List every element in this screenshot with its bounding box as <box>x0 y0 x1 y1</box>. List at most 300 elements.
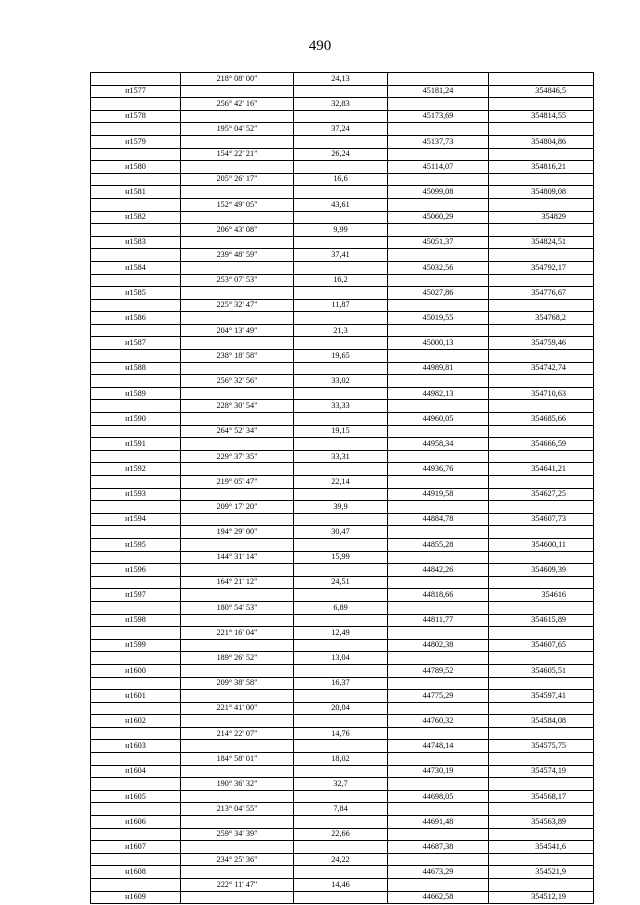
direction-angle: 189° 26' 52" <box>181 652 294 665</box>
distance-cell <box>294 816 388 829</box>
y-coordinate: 354615,89 <box>489 614 594 627</box>
point-name <box>91 551 181 564</box>
y-coordinate <box>489 727 594 740</box>
segment-length: 24,13 <box>294 73 388 86</box>
direction-angle: 209° 17' 20" <box>181 501 294 514</box>
y-coordinate: 354597,41 <box>489 690 594 703</box>
y-coordinate <box>489 652 594 665</box>
x-coordinate: 44691,48 <box>388 816 489 829</box>
direction-angle: 229° 37' 35" <box>181 450 294 463</box>
x-coordinate <box>388 677 489 690</box>
point-row <box>91 513 594 526</box>
angle-cell <box>181 891 294 904</box>
segment-length: 22,66 <box>294 828 388 841</box>
point-row <box>91 261 594 274</box>
direction-angle: 221° 41' 00" <box>181 702 294 715</box>
x-coordinate: 44982,13 <box>388 387 489 400</box>
segment-length: 20,04 <box>294 702 388 715</box>
point-name: н1605 <box>91 790 181 803</box>
segment-length: 43,61 <box>294 198 388 211</box>
point-name: н1604 <box>91 765 181 778</box>
point-name <box>91 828 181 841</box>
y-coordinate <box>489 828 594 841</box>
distance-cell <box>294 891 388 904</box>
y-coordinate: 354607,65 <box>489 639 594 652</box>
point-name: н1607 <box>91 841 181 854</box>
angle-cell <box>181 312 294 325</box>
segment-length: 37,24 <box>294 123 388 136</box>
point-name: н1581 <box>91 186 181 199</box>
segment-length: 33,02 <box>294 375 388 388</box>
point-name: н1592 <box>91 463 181 476</box>
x-coordinate: 44958,34 <box>388 438 489 451</box>
point-name: н1586 <box>91 312 181 325</box>
segment-row <box>91 778 594 791</box>
angle-cell <box>181 362 294 375</box>
x-coordinate: 44687,38 <box>388 841 489 854</box>
segment-length: 18,02 <box>294 753 388 766</box>
x-coordinate <box>388 828 489 841</box>
segment-row <box>91 173 594 186</box>
segment-row <box>91 350 594 363</box>
y-coordinate: 354804,86 <box>489 135 594 148</box>
point-name <box>91 526 181 539</box>
x-coordinate <box>388 601 489 614</box>
point-name: н1582 <box>91 211 181 224</box>
angle-cell <box>181 186 294 199</box>
segment-row <box>91 753 594 766</box>
distance-cell <box>294 538 388 551</box>
segment-length: 14,46 <box>294 879 388 892</box>
angle-cell <box>181 513 294 526</box>
x-coordinate: 44662,58 <box>388 891 489 904</box>
direction-angle: 253° 07' 53" <box>181 274 294 287</box>
distance-cell <box>294 463 388 476</box>
y-coordinate: 354829 <box>489 211 594 224</box>
direction-angle: 144° 31' 14" <box>181 551 294 564</box>
direction-angle: 219° 05' 47" <box>181 476 294 489</box>
angle-cell <box>181 85 294 98</box>
point-name <box>91 476 181 489</box>
segment-row <box>91 702 594 715</box>
x-coordinate: 44760,32 <box>388 715 489 728</box>
segment-length: 19,15 <box>294 425 388 438</box>
point-name: н1609 <box>91 891 181 904</box>
direction-angle: 152° 49' 05" <box>181 198 294 211</box>
segment-length: 32,7 <box>294 778 388 791</box>
direction-angle: 228° 30' 54" <box>181 400 294 413</box>
point-name: н1602 <box>91 715 181 728</box>
direction-angle: 180° 54' 53" <box>181 601 294 614</box>
x-coordinate <box>388 627 489 640</box>
segment-length: 37,41 <box>294 249 388 262</box>
direction-angle: 184° 58' 01" <box>181 753 294 766</box>
x-coordinate <box>388 450 489 463</box>
point-row <box>91 841 594 854</box>
point-name <box>91 198 181 211</box>
angle-cell <box>181 589 294 602</box>
y-coordinate: 354584,08 <box>489 715 594 728</box>
segment-length: 6,89 <box>294 601 388 614</box>
distance-cell <box>294 387 388 400</box>
distance-cell <box>294 236 388 249</box>
y-coordinate <box>489 123 594 136</box>
distance-cell <box>294 715 388 728</box>
y-coordinate: 354666,59 <box>489 438 594 451</box>
y-coordinate <box>489 526 594 539</box>
point-name: н1594 <box>91 513 181 526</box>
x-coordinate <box>388 123 489 136</box>
point-row <box>91 589 594 602</box>
y-coordinate: 354809,08 <box>489 186 594 199</box>
point-name <box>91 400 181 413</box>
angle-cell <box>181 261 294 274</box>
y-coordinate <box>489 853 594 866</box>
angle-cell <box>181 538 294 551</box>
x-coordinate: 44855,28 <box>388 538 489 551</box>
segment-row <box>91 879 594 892</box>
segment-length: 16,2 <box>294 274 388 287</box>
point-name <box>91 803 181 816</box>
point-row <box>91 564 594 577</box>
x-coordinate: 44818,66 <box>388 589 489 602</box>
x-coordinate: 45019,55 <box>388 312 489 325</box>
distance-cell <box>294 85 388 98</box>
point-row <box>91 740 594 753</box>
distance-cell <box>294 513 388 526</box>
x-coordinate: 45032,56 <box>388 261 489 274</box>
point-name <box>91 324 181 337</box>
angle-cell <box>181 387 294 400</box>
coordinates-table-body <box>91 73 594 904</box>
point-name: н1593 <box>91 488 181 501</box>
x-coordinate <box>388 148 489 161</box>
x-coordinate: 44919,58 <box>388 488 489 501</box>
y-coordinate: 354710,63 <box>489 387 594 400</box>
distance-cell <box>294 135 388 148</box>
x-coordinate: 44884,78 <box>388 513 489 526</box>
segment-length: 7,84 <box>294 803 388 816</box>
point-name: н1579 <box>91 135 181 148</box>
point-name <box>91 727 181 740</box>
direction-angle: 264° 52' 34" <box>181 425 294 438</box>
y-coordinate <box>489 576 594 589</box>
segment-row <box>91 476 594 489</box>
x-coordinate <box>388 501 489 514</box>
point-name: н1588 <box>91 362 181 375</box>
point-name <box>91 450 181 463</box>
y-coordinate: 354846,5 <box>489 85 594 98</box>
x-coordinate: 44842,26 <box>388 564 489 577</box>
angle-cell <box>181 337 294 350</box>
distance-cell <box>294 161 388 174</box>
distance-cell <box>294 413 388 426</box>
distance-cell <box>294 740 388 753</box>
direction-angle: 225° 32' 47" <box>181 299 294 312</box>
angle-cell <box>181 161 294 174</box>
x-coordinate <box>388 400 489 413</box>
segment-row <box>91 828 594 841</box>
x-coordinate <box>388 879 489 892</box>
point-row <box>91 362 594 375</box>
distance-cell <box>294 438 388 451</box>
y-coordinate <box>489 753 594 766</box>
point-name <box>91 224 181 237</box>
segment-row <box>91 551 594 564</box>
distance-cell <box>294 614 388 627</box>
distance-cell <box>294 261 388 274</box>
point-row <box>91 488 594 501</box>
x-coordinate <box>388 778 489 791</box>
segment-row <box>91 274 594 287</box>
y-coordinate <box>489 274 594 287</box>
point-name <box>91 350 181 363</box>
segment-length: 15,99 <box>294 551 388 564</box>
x-coordinate <box>388 476 489 489</box>
point-row <box>91 538 594 551</box>
x-coordinate: 44936,76 <box>388 463 489 476</box>
y-coordinate <box>489 677 594 690</box>
y-coordinate: 354816,21 <box>489 161 594 174</box>
x-coordinate <box>388 299 489 312</box>
y-coordinate: 354627,25 <box>489 488 594 501</box>
y-coordinate <box>489 324 594 337</box>
segment-row <box>91 198 594 211</box>
angle-cell <box>181 463 294 476</box>
y-coordinate: 354521,9 <box>489 866 594 879</box>
distance-cell <box>294 690 388 703</box>
y-coordinate: 354568,17 <box>489 790 594 803</box>
segment-length: 13,04 <box>294 652 388 665</box>
point-name: н1583 <box>91 236 181 249</box>
y-coordinate: 354607,73 <box>489 513 594 526</box>
angle-cell <box>181 664 294 677</box>
point-name <box>91 778 181 791</box>
page-number: 490 <box>308 38 332 54</box>
point-name <box>91 576 181 589</box>
segment-length: 32,83 <box>294 98 388 111</box>
x-coordinate: 44789,52 <box>388 664 489 677</box>
segment-row <box>91 853 594 866</box>
y-coordinate: 354609,39 <box>489 564 594 577</box>
angle-cell <box>181 816 294 829</box>
point-row <box>91 690 594 703</box>
point-name: н1589 <box>91 387 181 400</box>
x-coordinate: 44960,05 <box>388 413 489 426</box>
direction-angle: 195° 04' 52" <box>181 123 294 136</box>
segment-row <box>91 148 594 161</box>
point-name <box>91 702 181 715</box>
y-coordinate <box>489 425 594 438</box>
direction-angle: 164° 21' 12" <box>181 576 294 589</box>
distance-cell <box>294 841 388 854</box>
x-coordinate <box>388 173 489 186</box>
point-name <box>91 98 181 111</box>
point-row <box>91 312 594 325</box>
angle-cell <box>181 715 294 728</box>
y-coordinate <box>489 702 594 715</box>
x-coordinate <box>388 98 489 111</box>
direction-angle: 221° 16' 04" <box>181 627 294 640</box>
point-name <box>91 879 181 892</box>
x-coordinate: 45060,29 <box>388 211 489 224</box>
y-coordinate <box>489 601 594 614</box>
segment-length: 16,37 <box>294 677 388 690</box>
angle-cell <box>181 740 294 753</box>
y-coordinate: 354759,46 <box>489 337 594 350</box>
distance-cell <box>294 287 388 300</box>
point-name: н1591 <box>91 438 181 451</box>
direction-angle: 205° 26' 17" <box>181 173 294 186</box>
y-coordinate: 354814,55 <box>489 110 594 123</box>
segment-length: 33,33 <box>294 400 388 413</box>
segment-row <box>91 425 594 438</box>
direction-angle: 234° 25' 36" <box>181 853 294 866</box>
distance-cell <box>294 866 388 879</box>
y-coordinate: 354768,2 <box>489 312 594 325</box>
angle-cell <box>181 790 294 803</box>
x-coordinate <box>388 375 489 388</box>
point-row <box>91 387 594 400</box>
point-name: н1577 <box>91 85 181 98</box>
point-row <box>91 790 594 803</box>
x-coordinate <box>388 853 489 866</box>
direction-angle: 154° 22' 21" <box>181 148 294 161</box>
x-coordinate: 45137,73 <box>388 135 489 148</box>
point-name: н1601 <box>91 690 181 703</box>
x-coordinate: 44673,29 <box>388 866 489 879</box>
y-coordinate: 354600,11 <box>489 538 594 551</box>
x-coordinate <box>388 652 489 665</box>
point-name: н1595 <box>91 538 181 551</box>
y-coordinate <box>489 98 594 111</box>
y-coordinate <box>489 627 594 640</box>
point-row <box>91 664 594 677</box>
segment-length: 9,99 <box>294 224 388 237</box>
y-coordinate <box>489 879 594 892</box>
angle-cell <box>181 413 294 426</box>
segment-length: 24,22 <box>294 853 388 866</box>
segment-length: 24,51 <box>294 576 388 589</box>
point-row <box>91 211 594 224</box>
segment-row <box>91 224 594 237</box>
segment-length: 33,31 <box>294 450 388 463</box>
point-row <box>91 765 594 778</box>
point-name: н1580 <box>91 161 181 174</box>
direction-angle: 214° 22' 07" <box>181 727 294 740</box>
point-name <box>91 249 181 262</box>
point-name <box>91 753 181 766</box>
distance-cell <box>294 362 388 375</box>
y-coordinate: 354616 <box>489 589 594 602</box>
point-row <box>91 639 594 652</box>
distance-cell <box>294 765 388 778</box>
y-coordinate <box>489 224 594 237</box>
distance-cell <box>294 564 388 577</box>
x-coordinate <box>388 727 489 740</box>
angle-cell <box>181 866 294 879</box>
y-coordinate <box>489 148 594 161</box>
segment-row <box>91 375 594 388</box>
point-row <box>91 891 594 904</box>
distance-cell <box>294 337 388 350</box>
x-coordinate: 44730,19 <box>388 765 489 778</box>
segment-row <box>91 249 594 262</box>
point-name <box>91 73 181 86</box>
segment-row <box>91 627 594 640</box>
segment-length: 19,65 <box>294 350 388 363</box>
y-coordinate: 354641,21 <box>489 463 594 476</box>
point-name: н1603 <box>91 740 181 753</box>
segment-row <box>91 400 594 413</box>
segment-row <box>91 727 594 740</box>
point-name: н1585 <box>91 287 181 300</box>
point-row <box>91 463 594 476</box>
y-coordinate: 354742,74 <box>489 362 594 375</box>
point-name: н1596 <box>91 564 181 577</box>
point-name <box>91 173 181 186</box>
y-coordinate <box>489 803 594 816</box>
point-row <box>91 110 594 123</box>
y-coordinate <box>489 450 594 463</box>
point-row <box>91 866 594 879</box>
distance-cell <box>294 488 388 501</box>
y-coordinate <box>489 501 594 514</box>
y-coordinate <box>489 400 594 413</box>
point-row <box>91 161 594 174</box>
y-coordinate: 354776,67 <box>489 287 594 300</box>
segment-length: 12,49 <box>294 627 388 640</box>
point-row <box>91 614 594 627</box>
point-row <box>91 287 594 300</box>
direction-angle: 222° 11' 47" <box>181 879 294 892</box>
point-name <box>91 375 181 388</box>
point-name <box>91 627 181 640</box>
x-coordinate <box>388 73 489 86</box>
point-name <box>91 299 181 312</box>
point-row <box>91 438 594 451</box>
distance-cell <box>294 589 388 602</box>
angle-cell <box>181 488 294 501</box>
point-row <box>91 85 594 98</box>
x-coordinate: 45173,69 <box>388 110 489 123</box>
point-name: н1599 <box>91 639 181 652</box>
direction-angle: 259° 34' 39" <box>181 828 294 841</box>
y-coordinate: 354575,75 <box>489 740 594 753</box>
x-coordinate <box>388 551 489 564</box>
x-coordinate <box>388 753 489 766</box>
segment-row <box>91 526 594 539</box>
point-row <box>91 337 594 350</box>
x-coordinate: 44989,81 <box>388 362 489 375</box>
angle-cell <box>181 765 294 778</box>
segment-length: 26,24 <box>294 148 388 161</box>
x-coordinate <box>388 224 489 237</box>
segment-length: 21,3 <box>294 324 388 337</box>
x-coordinate <box>388 274 489 287</box>
segment-row <box>91 576 594 589</box>
point-name: н1587 <box>91 337 181 350</box>
y-coordinate <box>489 73 594 86</box>
angle-cell <box>181 135 294 148</box>
angle-cell <box>181 211 294 224</box>
direction-angle: 190° 36' 32" <box>181 778 294 791</box>
x-coordinate <box>388 350 489 363</box>
point-name: н1600 <box>91 664 181 677</box>
x-coordinate <box>388 249 489 262</box>
segment-length: 39,9 <box>294 501 388 514</box>
distance-cell <box>294 211 388 224</box>
